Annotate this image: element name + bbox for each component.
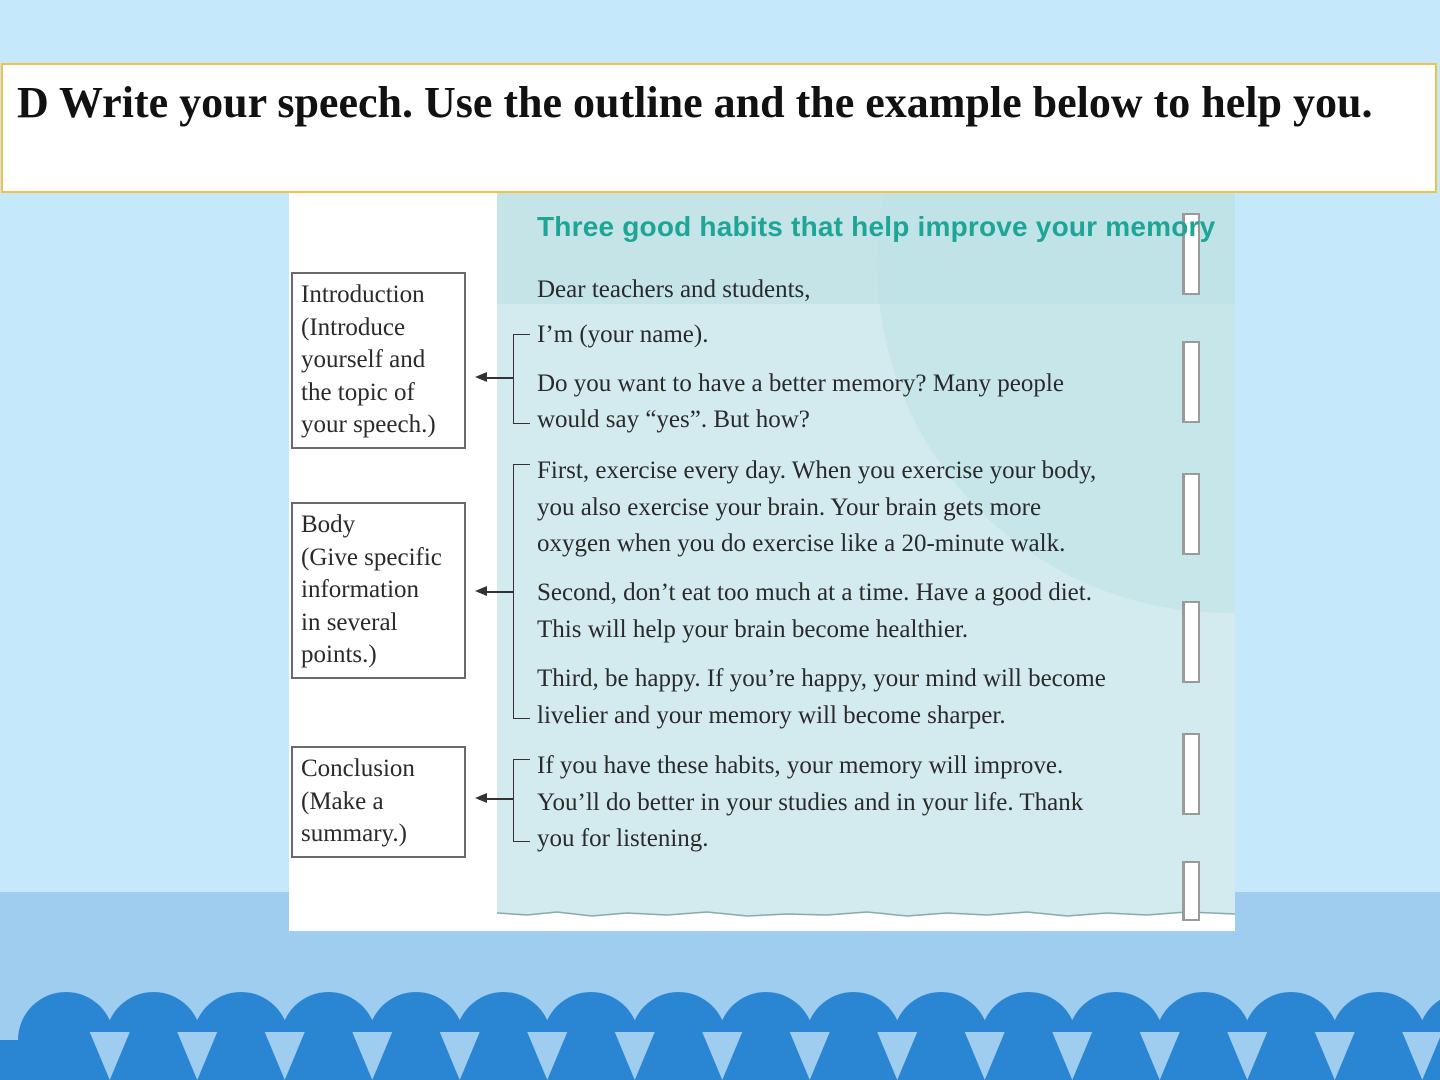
point-line: oxygen when you do exercise like a 20-minute walk.	[537, 530, 1066, 557]
point-line: Third, be happy. If you’re happy, your mind will become	[537, 665, 1106, 692]
outline-text: your speech.)	[301, 411, 436, 438]
outline-text: points.)	[301, 641, 377, 668]
outline-text: the topic of	[301, 378, 415, 406]
outline-text: summary.)	[301, 820, 407, 847]
outline-heading: Conclusion	[301, 755, 415, 782]
point-line: livelier and your memory will become sharper.	[537, 702, 1006, 729]
wave-decoration	[0, 970, 1440, 1080]
point-line: This will help your brain become healthier.	[537, 616, 969, 643]
intro-line: would say “yes”. But how?	[537, 406, 810, 433]
textbook-figure	[289, 193, 1235, 931]
page-tab	[1182, 861, 1200, 921]
outline-text: in several	[301, 608, 398, 636]
intro-line: Do you want to have a better memory? Many people	[537, 370, 1064, 397]
speech-title: Three good habits that help improve your memory	[537, 211, 1216, 242]
page-tab	[1182, 733, 1200, 815]
instruction-text: D Write your speech. Use the outline and the example below to help you.	[17, 78, 1373, 127]
intro-line: I’m (your name).	[537, 321, 709, 348]
point-line: you also exercise your brain. Your brain gets more	[537, 494, 1042, 521]
conclusion-line: You’ll do better in your studies and in your life. Thank	[537, 789, 1084, 816]
intro-bracket	[513, 334, 530, 424]
arrowhead	[475, 586, 487, 596]
page-tab	[1182, 601, 1200, 683]
outline-text: information	[301, 576, 420, 603]
page-tab	[1182, 341, 1200, 423]
outline-body-box	[291, 502, 466, 679]
point-line: First, exercise every day. When you exercise your body,	[537, 457, 1097, 484]
body-bracket	[513, 464, 530, 719]
page-tab	[1182, 473, 1200, 555]
point-line: Second, don’t eat too much at a time. Have a good diet.	[537, 579, 1092, 606]
instruction-banner	[1, 63, 1437, 193]
arrowhead	[475, 793, 487, 803]
outline-conclusion-box	[291, 746, 466, 858]
outline-text: yourself and	[301, 346, 426, 373]
speech-greeting: Dear teachers and students,	[537, 276, 811, 303]
outline-text: (Make a	[301, 787, 384, 815]
outline-text: (Give specific	[301, 543, 442, 571]
outline-introduction-box	[291, 272, 466, 449]
outline-heading: Introduction	[301, 281, 425, 308]
conclusion-bracket	[513, 759, 530, 842]
conclusion-line: you for listening.	[537, 825, 709, 852]
outline-heading: Body	[301, 511, 356, 538]
outline-text: (Introduce	[301, 313, 406, 341]
torn-edge	[497, 909, 1235, 931]
arrowhead	[475, 372, 487, 382]
conclusion-line: If you have these habits, your memory will improve.	[537, 752, 1064, 779]
